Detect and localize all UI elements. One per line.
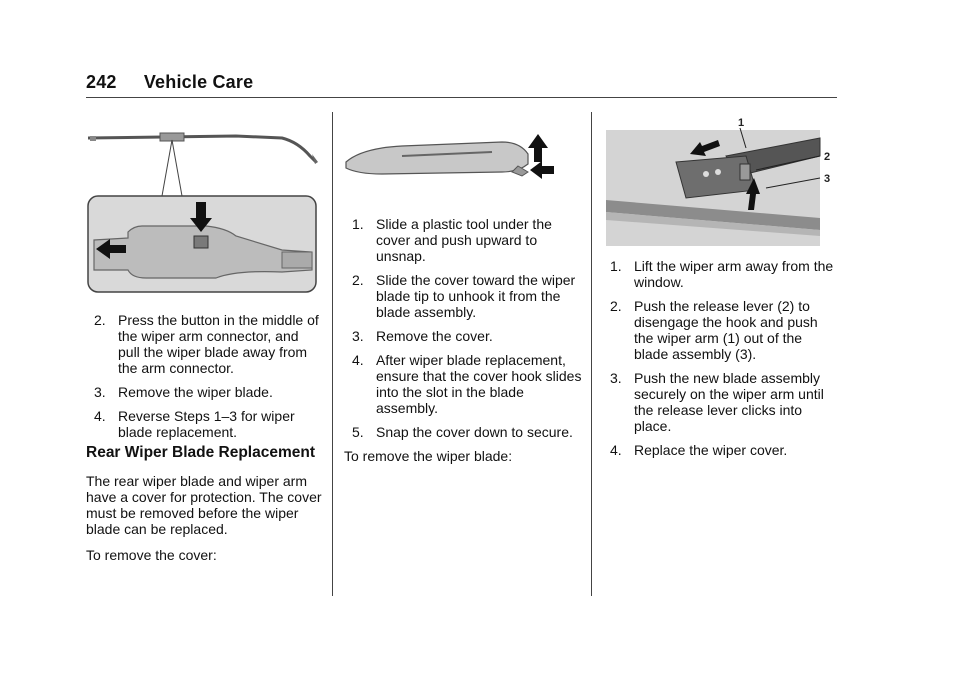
step-number: 5. bbox=[352, 424, 364, 440]
step-number: 2. bbox=[352, 272, 364, 288]
paragraph: The rear wiper blade and wiper arm have a cover for protection. The cover must be removed before the wiper blade can be replaced. bbox=[86, 473, 322, 537]
list-item bbox=[610, 442, 840, 458]
step-text: Remove the cover. bbox=[376, 328, 493, 344]
step-number: 4. bbox=[610, 442, 622, 458]
middle-column bbox=[344, 216, 582, 474]
step-number: 1. bbox=[610, 258, 622, 274]
list-item bbox=[610, 258, 840, 290]
step-number: 3. bbox=[610, 370, 622, 386]
list-item bbox=[94, 384, 324, 400]
list-item bbox=[610, 370, 840, 434]
release-lever-illustration bbox=[606, 116, 842, 248]
list-item bbox=[94, 312, 324, 376]
step-text: Remove the wiper blade. bbox=[118, 384, 273, 400]
step-number: 3. bbox=[352, 328, 364, 344]
rear-wiper-cover-illustration bbox=[342, 128, 560, 194]
wiper-connector-illustration bbox=[86, 118, 320, 296]
list-item bbox=[352, 272, 582, 320]
step-text: Slide a plastic tool under the cover and push upward to unsnap. bbox=[376, 216, 552, 264]
left-column bbox=[94, 312, 324, 448]
list-item bbox=[352, 352, 582, 416]
left-steps-list bbox=[94, 312, 324, 440]
left-column-section bbox=[86, 440, 324, 573]
right-column bbox=[610, 258, 840, 466]
step-number: 3. bbox=[94, 384, 106, 400]
callout-2: 2 bbox=[824, 151, 831, 163]
step-number: 2. bbox=[610, 298, 622, 314]
step-number: 1. bbox=[352, 216, 364, 232]
callout-1: 1 bbox=[738, 117, 745, 129]
list-item bbox=[352, 328, 582, 344]
page-header bbox=[86, 72, 253, 93]
section-title: Vehicle Care bbox=[143, 72, 254, 92]
step-text: Replace the wiper cover. bbox=[634, 442, 788, 458]
step-number: 4. bbox=[352, 352, 364, 368]
step-text: Reverse Steps 1–3 for wiper blade replacement. bbox=[118, 408, 295, 440]
step-number: 2. bbox=[94, 312, 106, 328]
step-text: Push the new blade assembly securely on the wiper arm until the release lever clicks into place. bbox=[634, 370, 824, 434]
column-divider-right bbox=[591, 112, 592, 596]
list-item bbox=[352, 424, 582, 440]
list-item bbox=[94, 408, 324, 440]
step-text: Press the button in the middle of the wiper arm connector, and pull the wiper blade away from the arm connector. bbox=[118, 312, 319, 376]
step-text: Snap the cover down to secure. bbox=[376, 424, 573, 440]
step-number: 4. bbox=[94, 408, 106, 424]
column-divider-left bbox=[332, 112, 333, 596]
list-item bbox=[610, 298, 840, 362]
callout-3: 3 bbox=[824, 173, 831, 185]
list-item bbox=[352, 216, 582, 264]
section-heading: Rear Wiper Blade Replacement bbox=[86, 444, 315, 461]
step-text: After wiper blade replacement, ensure that the cover hook slides into the slot in the blade assembly. bbox=[376, 352, 582, 416]
step-text: Lift the wiper arm away from the window. bbox=[634, 258, 834, 290]
header-rule bbox=[86, 97, 837, 98]
right-steps-list bbox=[610, 258, 840, 458]
paragraph: To remove the cover: bbox=[86, 547, 217, 563]
middle-steps-list bbox=[352, 216, 582, 440]
step-text: Push the release lever (2) to disengage the hook and push the wiper arm (1) out of the blade assembly (3). bbox=[634, 298, 818, 362]
paragraph: To remove the wiper blade: bbox=[344, 448, 513, 464]
step-text: Slide the cover toward the wiper blade tip to unhook it from the blade assembly. bbox=[376, 272, 576, 320]
page-number: 242 bbox=[86, 72, 117, 92]
